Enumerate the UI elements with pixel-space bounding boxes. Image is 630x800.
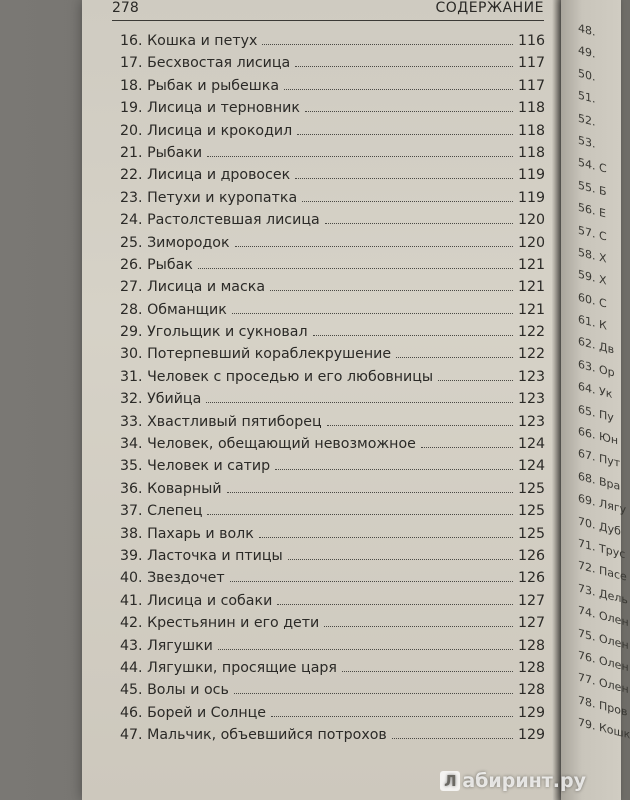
toc-entry-page: 127 bbox=[518, 592, 546, 609]
facing-page-entry: 54. С bbox=[578, 155, 607, 176]
toc-entry bbox=[120, 570, 544, 592]
dot-leader bbox=[392, 738, 513, 739]
toc-entry bbox=[120, 682, 544, 704]
dot-leader bbox=[324, 626, 513, 627]
toc-entry-title: 33. Хвастливый пятиборец bbox=[120, 413, 322, 430]
toc-entry bbox=[120, 145, 544, 167]
toc-entry-title: 28. Обманщик bbox=[120, 301, 227, 318]
toc-entry bbox=[120, 391, 544, 413]
toc-entry-page: 123 bbox=[518, 413, 546, 430]
toc-entry bbox=[120, 638, 544, 660]
toc-entry-page: 126 bbox=[518, 547, 546, 564]
toc-entry bbox=[120, 55, 544, 77]
labirint-watermark bbox=[440, 770, 586, 792]
toc-entry bbox=[120, 167, 544, 189]
facing-page-entry: 75. Олен bbox=[578, 626, 629, 652]
facing-page-entry: 51. bbox=[578, 88, 596, 107]
facing-page-entry: 58. Х bbox=[578, 245, 607, 266]
toc-entry-page: 120 bbox=[518, 234, 546, 251]
dot-leader bbox=[232, 313, 513, 314]
facing-page-entry: 61. К bbox=[578, 312, 607, 333]
section-title: СОДЕРЖАНИЕ bbox=[435, 0, 544, 16]
dot-leader bbox=[227, 492, 513, 493]
dot-leader bbox=[262, 44, 513, 45]
toc-entry-title: 29. Угольщик и сукновал bbox=[120, 324, 308, 341]
toc-entry-title: 38. Пахарь и волк bbox=[120, 525, 254, 542]
facing-page-entry: 55. Б bbox=[578, 178, 607, 199]
toc-entry-page: 118 bbox=[518, 100, 546, 117]
toc-entry-title: 21. Рыбаки bbox=[120, 144, 203, 161]
toc-entry-title: 19. Лисица и терновник bbox=[120, 100, 300, 117]
facing-page-entry: 52. bbox=[578, 111, 596, 129]
toc-entry-page: 127 bbox=[518, 615, 546, 632]
toc-entry-title: 32. Убийца bbox=[120, 391, 202, 408]
toc-entry bbox=[120, 190, 544, 212]
toc-entry-page: 128 bbox=[518, 659, 546, 676]
toc-entry-title: 44. Лягушки, просящие царя bbox=[120, 659, 337, 676]
table-of-contents bbox=[120, 33, 544, 750]
dot-leader bbox=[270, 290, 513, 291]
toc-entry-title: 17. Бесхвостая лисица bbox=[120, 55, 291, 72]
facing-page-entry: 79. Кошк bbox=[578, 715, 630, 742]
toc-entry-title: 42. Крестьянин и его дети bbox=[120, 615, 320, 632]
dot-leader bbox=[297, 134, 513, 135]
toc-entry bbox=[120, 660, 544, 682]
toc-entry-title: 34. Человек, обещающий невозможное bbox=[120, 436, 416, 453]
dot-leader bbox=[275, 469, 513, 470]
page-header bbox=[112, 0, 544, 21]
toc-entry-title: 43. Лягушки bbox=[120, 637, 213, 654]
toc-entry-page: 116 bbox=[518, 33, 546, 49]
facing-page-entry: 65. Пу bbox=[578, 402, 614, 425]
toc-entry bbox=[120, 279, 544, 301]
toc-entry-title: 39. Ласточка и птицы bbox=[120, 547, 283, 564]
toc-entry-page: 122 bbox=[518, 346, 546, 363]
facing-page-entry: 68. Вра bbox=[578, 469, 621, 493]
facing-page-entry: 60. С bbox=[578, 290, 607, 311]
toc-entry-page: 121 bbox=[518, 279, 546, 296]
toc-entry bbox=[120, 727, 544, 749]
facing-page-entry: 67. Пут bbox=[578, 446, 621, 471]
facing-page-entry: 77. Олен bbox=[578, 670, 629, 697]
toc-entry-page: 128 bbox=[518, 682, 546, 699]
toc-entry-title: 18. Рыбак и рыбешка bbox=[120, 77, 280, 94]
toc-entry bbox=[120, 324, 544, 346]
facing-page-entry: 59. Х bbox=[578, 267, 607, 288]
facing-page-entry: 49. bbox=[578, 43, 596, 62]
toc-entry-title: 46. Борей и Солнце bbox=[120, 704, 266, 721]
toc-entry-title: 20. Лисица и крокодил bbox=[120, 122, 293, 139]
toc-entry-page: 119 bbox=[518, 167, 546, 184]
dot-leader bbox=[421, 447, 513, 448]
facing-page-entry: 73. Дель bbox=[578, 581, 628, 607]
toc-entry-title: 24. Растолстевшая лисица bbox=[120, 212, 320, 229]
toc-entry-title: 22. Лисица и дровосек bbox=[120, 167, 291, 184]
dot-leader bbox=[234, 693, 513, 694]
facing-page-entry: 71. Трус bbox=[578, 536, 626, 562]
dot-leader bbox=[288, 559, 513, 560]
toc-entry bbox=[120, 481, 544, 503]
toc-entry-page: 121 bbox=[518, 301, 546, 318]
toc-entry-page: 118 bbox=[518, 122, 546, 139]
facing-page-entry: 66. Юн bbox=[578, 424, 619, 448]
dot-leader bbox=[218, 649, 513, 650]
toc-entry-page: 129 bbox=[518, 727, 546, 744]
dot-leader bbox=[206, 402, 513, 403]
toc-entry bbox=[120, 346, 544, 368]
toc-entry-page: 125 bbox=[518, 480, 546, 497]
facing-page-entry: 48. bbox=[578, 21, 596, 39]
toc-entry bbox=[120, 615, 544, 637]
toc-entry bbox=[120, 526, 544, 548]
dot-leader bbox=[207, 514, 513, 515]
toc-entry bbox=[120, 705, 544, 727]
toc-entry-title: 47. Мальчик, объевшийся потрохов bbox=[120, 727, 387, 744]
dot-leader bbox=[259, 537, 513, 538]
toc-entry-page: 123 bbox=[518, 391, 546, 408]
dot-leader bbox=[207, 156, 513, 157]
toc-entry-page: 125 bbox=[518, 503, 546, 520]
facing-page-entry: 53. bbox=[578, 133, 596, 151]
toc-entry bbox=[120, 257, 544, 279]
dot-leader bbox=[295, 178, 513, 179]
dot-leader bbox=[230, 581, 513, 582]
facing-page-entry: 74. Олен bbox=[578, 603, 629, 630]
labirint-logo-icon: Л bbox=[440, 771, 460, 791]
toc-entry-title: 27. Лисица и маска bbox=[120, 279, 266, 296]
facing-page-entry: 62. Дв bbox=[578, 334, 615, 357]
toc-entry-title: 23. Петухи и куропатка bbox=[120, 189, 298, 206]
toc-entry-title: 40. Звездочет bbox=[120, 570, 225, 587]
toc-entry-page: 129 bbox=[518, 704, 546, 721]
toc-entry bbox=[120, 212, 544, 234]
toc-entry-title: 25. Зимородок bbox=[120, 234, 230, 251]
toc-entry-page: 125 bbox=[518, 525, 546, 542]
toc-entry-title: 35. Человек и сатир bbox=[120, 458, 271, 475]
facing-page-entry: 56. Е bbox=[578, 200, 606, 221]
dot-leader bbox=[302, 201, 513, 202]
facing-page-entry: 69. Лягу bbox=[578, 491, 627, 517]
toc-entry bbox=[120, 548, 544, 570]
dot-leader bbox=[396, 357, 513, 358]
toc-entry-page: 126 bbox=[518, 570, 546, 587]
toc-entry-title: 45. Волы и ось bbox=[120, 682, 229, 699]
dot-leader bbox=[271, 716, 513, 717]
toc-entry-page: 123 bbox=[518, 368, 546, 385]
toc-entry bbox=[120, 235, 544, 257]
page-number: 278 bbox=[112, 0, 139, 16]
toc-entry bbox=[120, 436, 544, 458]
facing-page-entry: 64. Ук bbox=[578, 379, 613, 402]
dot-leader bbox=[313, 335, 513, 336]
toc-entry-title: 37. Слепец bbox=[120, 503, 203, 520]
dot-leader bbox=[325, 223, 513, 224]
dot-leader bbox=[198, 268, 513, 269]
facing-page-entry: 63. Ор bbox=[578, 357, 615, 380]
toc-entry bbox=[120, 78, 544, 100]
facing-page-entry: 78. Пров bbox=[578, 693, 628, 719]
toc-entry bbox=[120, 593, 544, 615]
dot-leader bbox=[305, 111, 513, 112]
toc-entry-title: 41. Лисица и собаки bbox=[120, 592, 273, 609]
dot-leader bbox=[277, 604, 513, 605]
toc-entry-title: 30. Потерпевший кораблекрушение bbox=[120, 346, 392, 363]
toc-entry-title: 31. Человек с проседью и его любовницы bbox=[120, 368, 434, 385]
facing-page-entry: 57. С bbox=[578, 223, 607, 244]
toc-entry-page: 117 bbox=[518, 77, 546, 94]
toc-entry bbox=[120, 302, 544, 324]
toc-entry-page: 124 bbox=[518, 436, 546, 453]
facing-page-entry: 76. Олен bbox=[578, 648, 629, 675]
toc-entry-page: 128 bbox=[518, 637, 546, 654]
toc-entry bbox=[120, 503, 544, 525]
toc-entry-page: 122 bbox=[518, 324, 546, 341]
dot-leader bbox=[438, 380, 513, 381]
watermark-text: абиринт.ру bbox=[462, 770, 586, 792]
toc-entry bbox=[120, 123, 544, 145]
dot-leader bbox=[342, 671, 513, 672]
toc-entry-page: 124 bbox=[518, 458, 546, 475]
dot-leader bbox=[295, 66, 513, 67]
toc-entry-title: 26. Рыбак bbox=[120, 256, 193, 273]
facing-page-entry: 50. bbox=[578, 66, 596, 84]
facing-page-entry: 70. Дуб bbox=[578, 514, 621, 538]
toc-entry-title: 16. Кошка и петух bbox=[120, 33, 258, 49]
dot-leader bbox=[235, 246, 513, 247]
dot-leader bbox=[284, 89, 513, 90]
toc-entry bbox=[120, 458, 544, 480]
toc-entry-page: 117 bbox=[518, 55, 546, 72]
toc-entry-page: 118 bbox=[518, 144, 546, 161]
toc-entry-page: 119 bbox=[518, 189, 546, 206]
toc-entry bbox=[120, 414, 544, 436]
toc-entry-page: 120 bbox=[518, 212, 546, 229]
facing-page-entry: 72. Пасе bbox=[578, 558, 627, 585]
dot-leader bbox=[327, 425, 513, 426]
toc-entry-title: 36. Коварный bbox=[120, 480, 222, 497]
toc-entry bbox=[120, 100, 544, 122]
facing-page-entries bbox=[578, 21, 630, 745]
toc-entry bbox=[120, 369, 544, 391]
toc-entry bbox=[120, 33, 544, 55]
toc-entry-page: 121 bbox=[518, 256, 546, 273]
